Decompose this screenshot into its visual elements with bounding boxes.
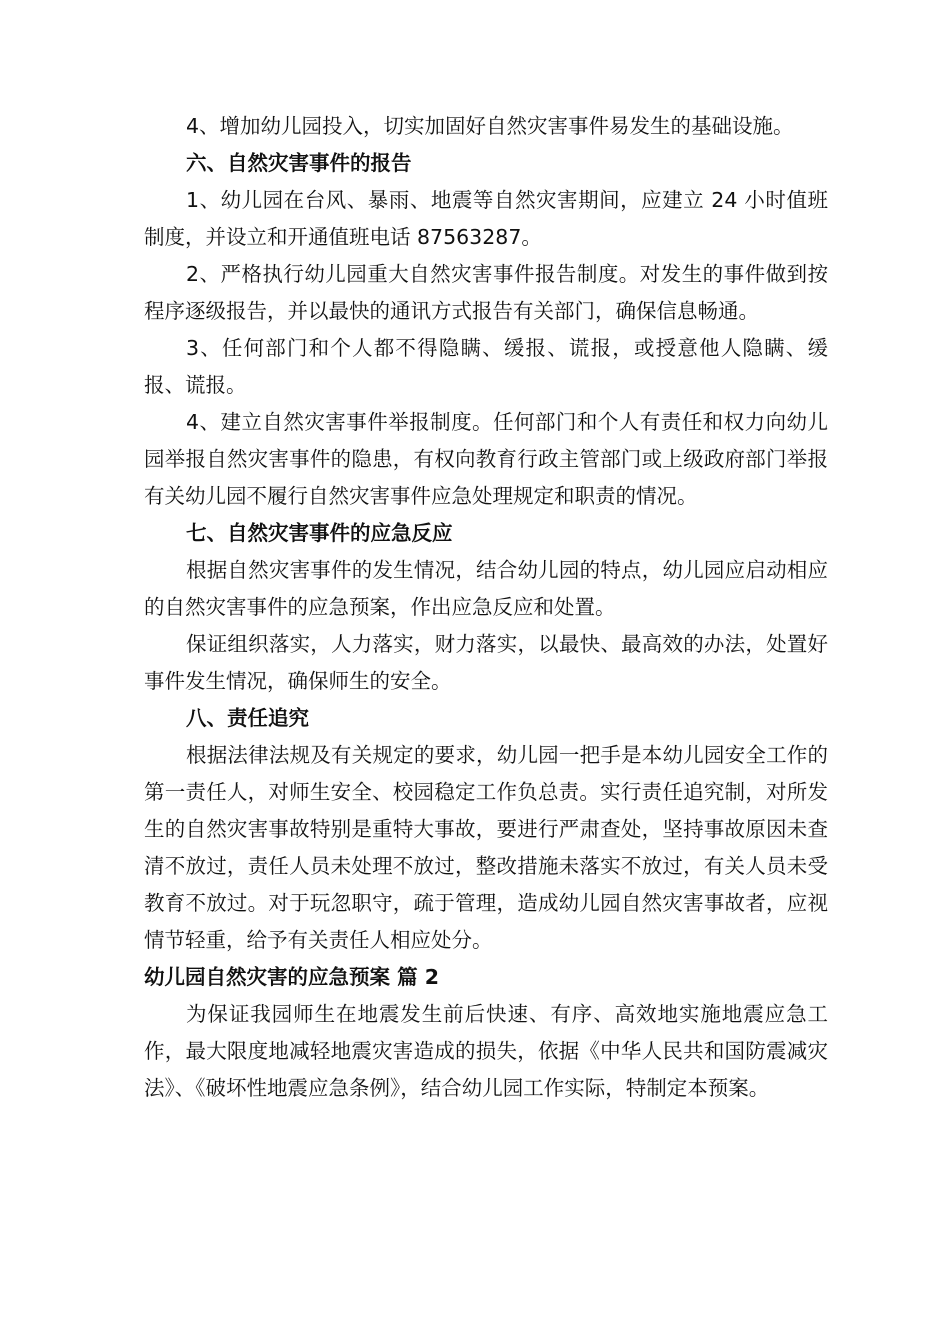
paragraph-earthquake-purpose: 为保证我园师生在地震发生前后快速、有序、高效地实施地震应急工作，最大限度地减轻地震灾害造成的损失，依据《中华人民共和国防震减灾法》、《破坏性地震应急条例》，结合幼儿园工作实际，特制定本预案。 [144,1002,828,1100]
paragraph-activate-plan: 根据自然灾害事件的发生情况，结合幼儿园的特点，幼儿园应启动相应的自然灾害事件的应急预案，作出应急反应和处置。 [144,558,828,619]
paragraph-no-concealment: 3、任何部门和个人都不得隐瞒、缓报、谎报，或授意他人隐瞒、缓报、谎报。 [144,336,828,397]
paragraph-ensure-resources: 保证组织落实，人力落实，财力落实，以最快、最高效的办法，处置好事件发生情况，确保师生的安全。 [144,632,828,693]
section-heading-reporting: 六、自然灾害事件的报告 [186,151,412,175]
paragraph-infrastructure: 4、增加幼儿园投入，切实加固好自然灾害事件易发生的基础设施。 [186,114,794,138]
document-title-part-2: 幼儿园自然灾害的应急预案 篇 2 [144,965,440,989]
document-body [144,108,828,1107]
paragraph-whistleblowing: 4、建立自然灾害事件举报制度。任何部门和个人有责任和权力向幼儿园举报自然灾害事件的隐患，有权向教育行政主管部门或上级政府部门举报有关幼儿园不履行自然灾害事件应急处理规定和职责的情况。 [144,410,828,508]
section-heading-emergency-response: 七、自然灾害事件的应急反应 [186,521,453,545]
section-heading-accountability: 八、责任追究 [186,706,309,730]
paragraph-duty-system: 1、幼儿园在台风、暴雨、地震等自然灾害期间，应建立 24 小时值班制度，并设立和开通值班电话 87563287。 [144,188,828,249]
paragraph-accountability: 根据法律法规及有关规定的要求，幼儿园一把手是本幼儿园安全工作的第一责任人，对师生安全、校园稳定工作负总责。实行责任追究制，对所发生的自然灾害事故特别是重特大事故，要进行严肃查处，坚持事故原因未查清不放过，责任人员未处理不放过，整改措施未落实不放过，有关人员未受教育不放过。对于玩忽职守，疏于管理，造成幼儿园自然灾害事故者，应视情节轻重，给予有关责任人相应处分。 [144,743,828,952]
paragraph-reporting-system: 2、严格执行幼儿园重大自然灾害事件报告制度。对发生的事件做到按程序逐级报告，并以最快的通讯方式报告有关部门，确保信息畅通。 [144,262,828,323]
